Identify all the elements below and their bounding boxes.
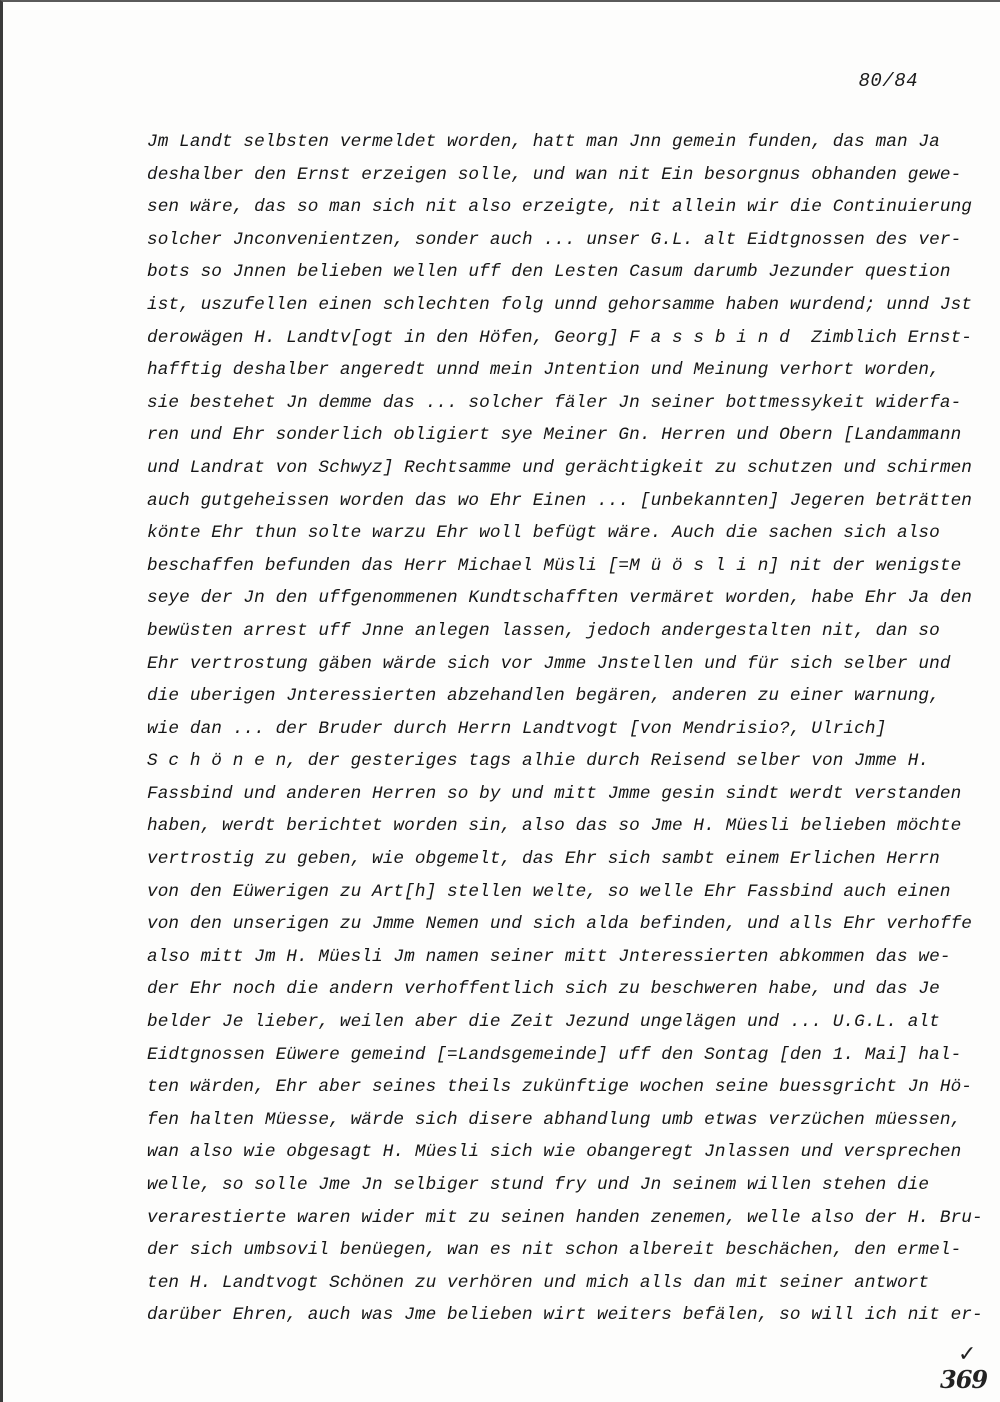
text-line: Jm Landt selbsten vermeldet worden, hatt man Jnn gemein funden, das man Ja [147,132,940,152]
text-line: könte Ehr thun solte warzu Ehr woll befügt wäre. Auch die sachen sich also [147,523,940,544]
text-line: belder Je lieber, weilen aber die Zeit Jezund ungelägen und ... U.G.L. alt [147,1012,940,1033]
text-line: der Ehr noch die andern verhoffentlich sich zu beschweren habe, und das Je [147,979,940,1000]
text-line: Fassbind und anderen Herren so by und mitt Jmme gesin sindt werdt verstanden [147,783,962,804]
text-line: deshalber den Ernst erzeigen solle, und wan nit Ein besorgnus obhanden gewe- [147,164,962,185]
text-line: wie dan ... der Bruder durch Herrn Landtvogt [von Mendrisio?, Ulrich] [147,718,887,739]
text-line: wan also wie obgesagt H. Müesli sich wie obangeregt Jnlassen und versprechen [147,1142,962,1163]
text-line: Ehr vertrostung gäben wärde sich vor Jmme Jnstellen und für sich selber und [147,653,951,674]
text-line: haben, werdt berichtet worden sin, also das so Jme H. Müesli belieben möchte [147,816,962,837]
text-line: hafftig deshalber angeredt unnd mein Jntention und Meinung verhort worden, [147,360,940,381]
text-line: ren und Ehr sonderlich obligiert sye Meiner Gn. Herren und Obern [Landammann [147,425,962,446]
text-line: ten wärden, Ehr aber seines theils zukünftige wochen seine buessgricht Jn Hö- [147,1077,972,1098]
text-line: sie bestehet Jn demme das ... solcher fäler Jn seiner bottmessykeit widerfa- [147,392,962,413]
text-line: verarestierte waren wider mit zu seinen handen zenemen, welle also der H. Bru- [147,1207,983,1228]
text-line: Eidtgnossen Eüwere gemeind [=Landsgemeinde] uff den Sontag [den 1. Mai] hal- [147,1044,962,1065]
text-line: bewüsten arrest uff Jnne anlegen lassen, jedoch andergestalten nit, dan so [147,620,940,641]
page-number: 80/84 [858,70,918,92]
text-line: die uberigen Jnteressierten abzehandlen begären, anderen zu einer warnung, [147,686,940,707]
text-line: von den unserigen zu Jmme Nemen und sich alda befinden, und alls Ehr verhoffe [147,914,972,935]
text-line: seye der Jn den uffgenommenen Kundtschafften vermäret worden, habe Ehr Ja den [147,588,972,609]
text-line: auch gutgeheissen worden das wo Ehr Einen ... [unbekannten] Jegeren beträtten [147,490,972,511]
text-line: bots so Jnnen belieben wellen uff den Lesten Casum darumb Jezunder question [147,262,951,283]
archive-stamp [940,1342,988,1394]
transcription-body [147,126,983,1332]
text-line: derowägen H. Landtv[ogt in den Höfen, Georg] F a s s b i n d Zimblich Ernst- [147,327,972,348]
text-line: darüber Ehren, auch was Jme belieben wirt weiters befälen, so will ich nit er- [147,1305,983,1326]
text-line: welle, so solle Jme Jn selbiger stund fry und Jn seinem willen stehen die [147,1175,930,1195]
text-line: fen halten Müesse, wärde sich disere abhandlung umb etwas verzüchen müessen, [147,1109,962,1130]
stamp-number: 369 [940,1365,988,1394]
check-mark-icon: ✓ [958,1342,977,1367]
text-line: und Landrat von Schwyz] Rechtsamme und gerächtigkeit zu schutzen und schirmen [147,457,972,478]
text-line: vertrostig zu geben, wie obgemelt, das Ehr sich sambt einem Erlichen Herrn [147,849,940,870]
text-line: ten H. Landtvogt Schönen zu verhören und mich alls dan mit seiner antwort [147,1272,930,1293]
text-line: ist, uszufellen einen schlechten folg unnd gehorsamme haben wurdend; unnd Jst [147,294,972,315]
text-line: S c h ö n e n, der gesteriges tags alhie durch Reisend selber von Jmme H. [147,751,930,772]
text-line: solcher Jnconvenientzen, sonder auch ... unser G.L. alt Eidtgnossen des ver- [147,229,962,250]
text-line: der sich umbsovil benüegen, wan es nit schon albereit beschächen, den ermel- [147,1240,962,1261]
text-line: von den Eüwerigen zu Art[h] stellen welte, so welle Ehr Fassbind auch einen [147,881,951,902]
text-line: also mitt Jm H. Müesli Jm namen seiner mitt Jnteressierten abkommen das we- [147,946,951,967]
text-line: beschaffen befunden das Herr Michael Müsli [=M ü ö s l i n] nit der wenigste [147,555,962,576]
text-line: sen wäre, das so man sich nit also erzeigte, nit allein wir die Continuierung [147,197,972,218]
